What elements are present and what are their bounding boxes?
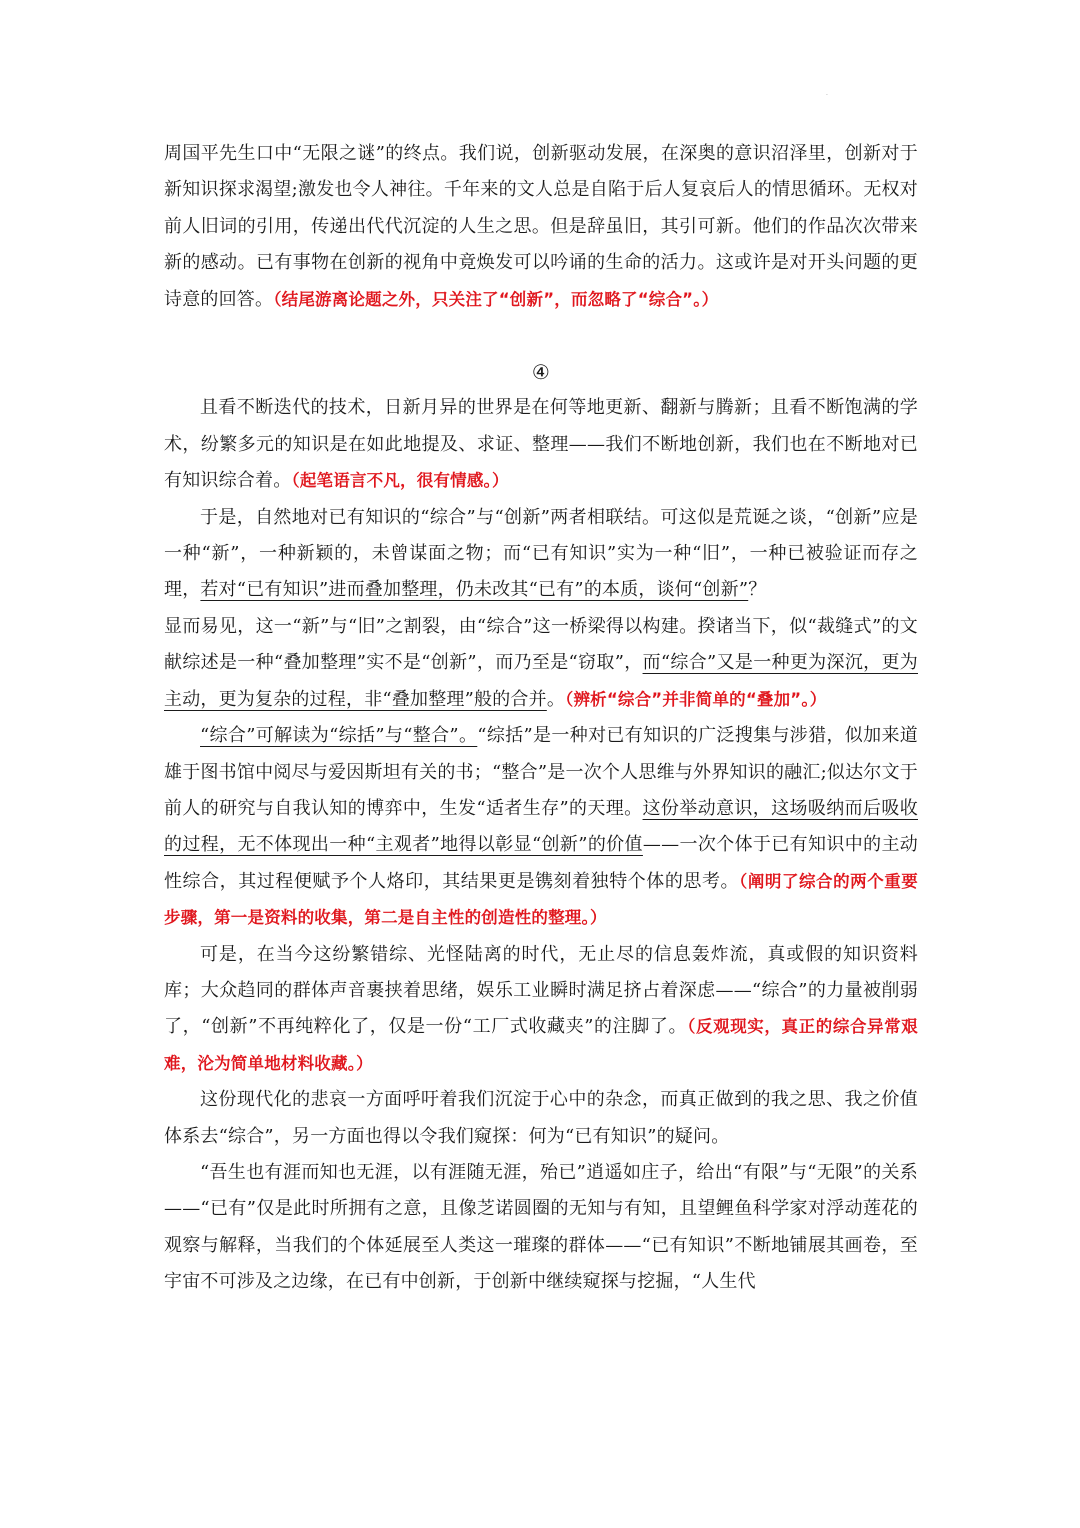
teacher-comment: （起笔语言不凡，很有情感。） [291, 471, 509, 491]
paragraph-text: ？ [748, 579, 767, 601]
teacher-comment: （反观现实，真正的综合异常艰难，沦为简单地材料收藏。） [164, 1017, 918, 1073]
teacher-comment: （结尾游离论题之外，只关注了“创新”，而忽略了“综合”。） [273, 289, 719, 309]
paragraph-text: 于是，自然地对已有知识的“综合”与“创新”两者相联结。可这似是荒诞之谈，“创新”应是一种“新”，一种新颖的，未曾谋面之物；而“已有知识”实为一种“旧”，一种已被验证而存之理， [164, 506, 918, 601]
paragraph-text: 周国平先生口中“无限之谜”的终点。我们说，创新驱动发展，在深奥的意识沼泽里，创新对于新知识探求渴望;激发也令人神往。千年来的文人总是自陷于后人复哀后人的情思循环。无权对前人旧词的引用，传递出代代沉淀的人生之思。但是辞虽旧，其引可新。他们的作品次次带来新的感动。已有事物在创新的视角中竟焕发可以吟诵的生命的活力。这或许是对开头问题的更诗意的回答。 [164, 143, 918, 310]
essay-body [164, 136, 918, 1301]
paragraph-text: 。 [546, 688, 566, 710]
paragraph-8 [164, 1155, 918, 1301]
paragraph-1 [164, 136, 918, 318]
paragraph-text: 且看不断迭代的技术，日新月异的世界是在何等地更新、翻新与腾新；且看不断饱满的学术，纷繁多元的知识是在如此地提及、求证、整理——我们不断地创新，我们也在不断地对已有知识综合着。 [164, 397, 918, 492]
paragraph-6 [164, 937, 918, 1083]
section-marker: ④ [531, 360, 551, 385]
paragraph-text: “吾生也有涯而知也无涯，以有涯随无涯，殆已”逍遥如庄子，给出“有限”与“无限”的关系——“已有”仅是此时所拥有之意，且像芝诺圆圈的无知与有知，且望鲤鱼科学家对浮动莲花的观察与解释，当我们的个体延展至人类这一璀璨的群体——“已有知识”不断地铺展其画卷，至宇宙不可涉及之边缘，在已有中创新，于创新中继续窥探与挖掘，“人生代 [164, 1161, 918, 1293]
teacher-comment: （阐明了综合的两个重要步骤，第一是资料的收集，第二是自主性的创造性的整理。） [164, 871, 918, 928]
paragraph-text: “综括”是一种对已有知识的广泛搜集与涉猎，似加来道雄于图书馆中阅尽与爱因斯坦有关的书；“整合”是一次个人思维与外界知识的融汇;似达尔文于前人的研究与自我认知的博弈中，生发“适者生存”的天理。 [164, 725, 919, 819]
paragraph-5 [164, 718, 918, 936]
underlined-text: 而“综合”又是一种更为深沉，更为主动，更为复杂的过程，非“叠加整理”般的合并 [164, 652, 918, 710]
paragraph-text: 这份现代化的悲哀一方面呼吁着我们沉淀于心中的杂念，而真正做到的我之思、我之价值体系去“综合”，另一方面也得以令我们窥探：何为“已有知识”的疑问。 [164, 1089, 918, 1147]
paragraph-7 [164, 1082, 918, 1155]
teacher-comment: （辨析“综合”并非简单的“叠加”。） [565, 689, 827, 709]
paragraph-4 [164, 609, 918, 718]
underlined-text: 若对“已有知识”进而叠加整理，仍未改其“已有”的本质，谈何“创新” [200, 579, 749, 601]
paragraph-text: 可是，在当今这纷繁错综、光怪陆离的时代，无止尽的信息轰炸流，真或假的知识资料库；大众趋同的群体声音裹挟着思绪，娱乐工业瞬时满足挤占着深虑——“综合”的力量被削弱了，“创新”不再纯粹化了，仅是一份“工厂式收藏夹”的注脚了。 [164, 943, 918, 1038]
paragraph-2 [164, 390, 918, 499]
underlined-text: 这份举动意识，这场吸纳而后吸收的过程，无不体现出一种“主观者”地得以彰显“创新”的价值 [164, 797, 918, 856]
underlined-text: “综合”可解读为“综括”与“整合”。 [200, 725, 478, 747]
paragraph-text: 显而易见，这一“新”与“旧”之割裂，由“综合”这一桥梁得以构建。揆诸当下，似“裁缝式”的文献综述是一种“叠加整理”实不是“创新”，而乃至是“窃取”， [164, 615, 918, 674]
paragraph-3 [164, 500, 918, 609]
paragraph-text: ——一次个体于已有知识中的主动性综合，其过程便赋予个人烙印，其结果更是镌刻着独特个体的思考。 [164, 834, 919, 892]
page-marker: . [826, 90, 828, 97]
